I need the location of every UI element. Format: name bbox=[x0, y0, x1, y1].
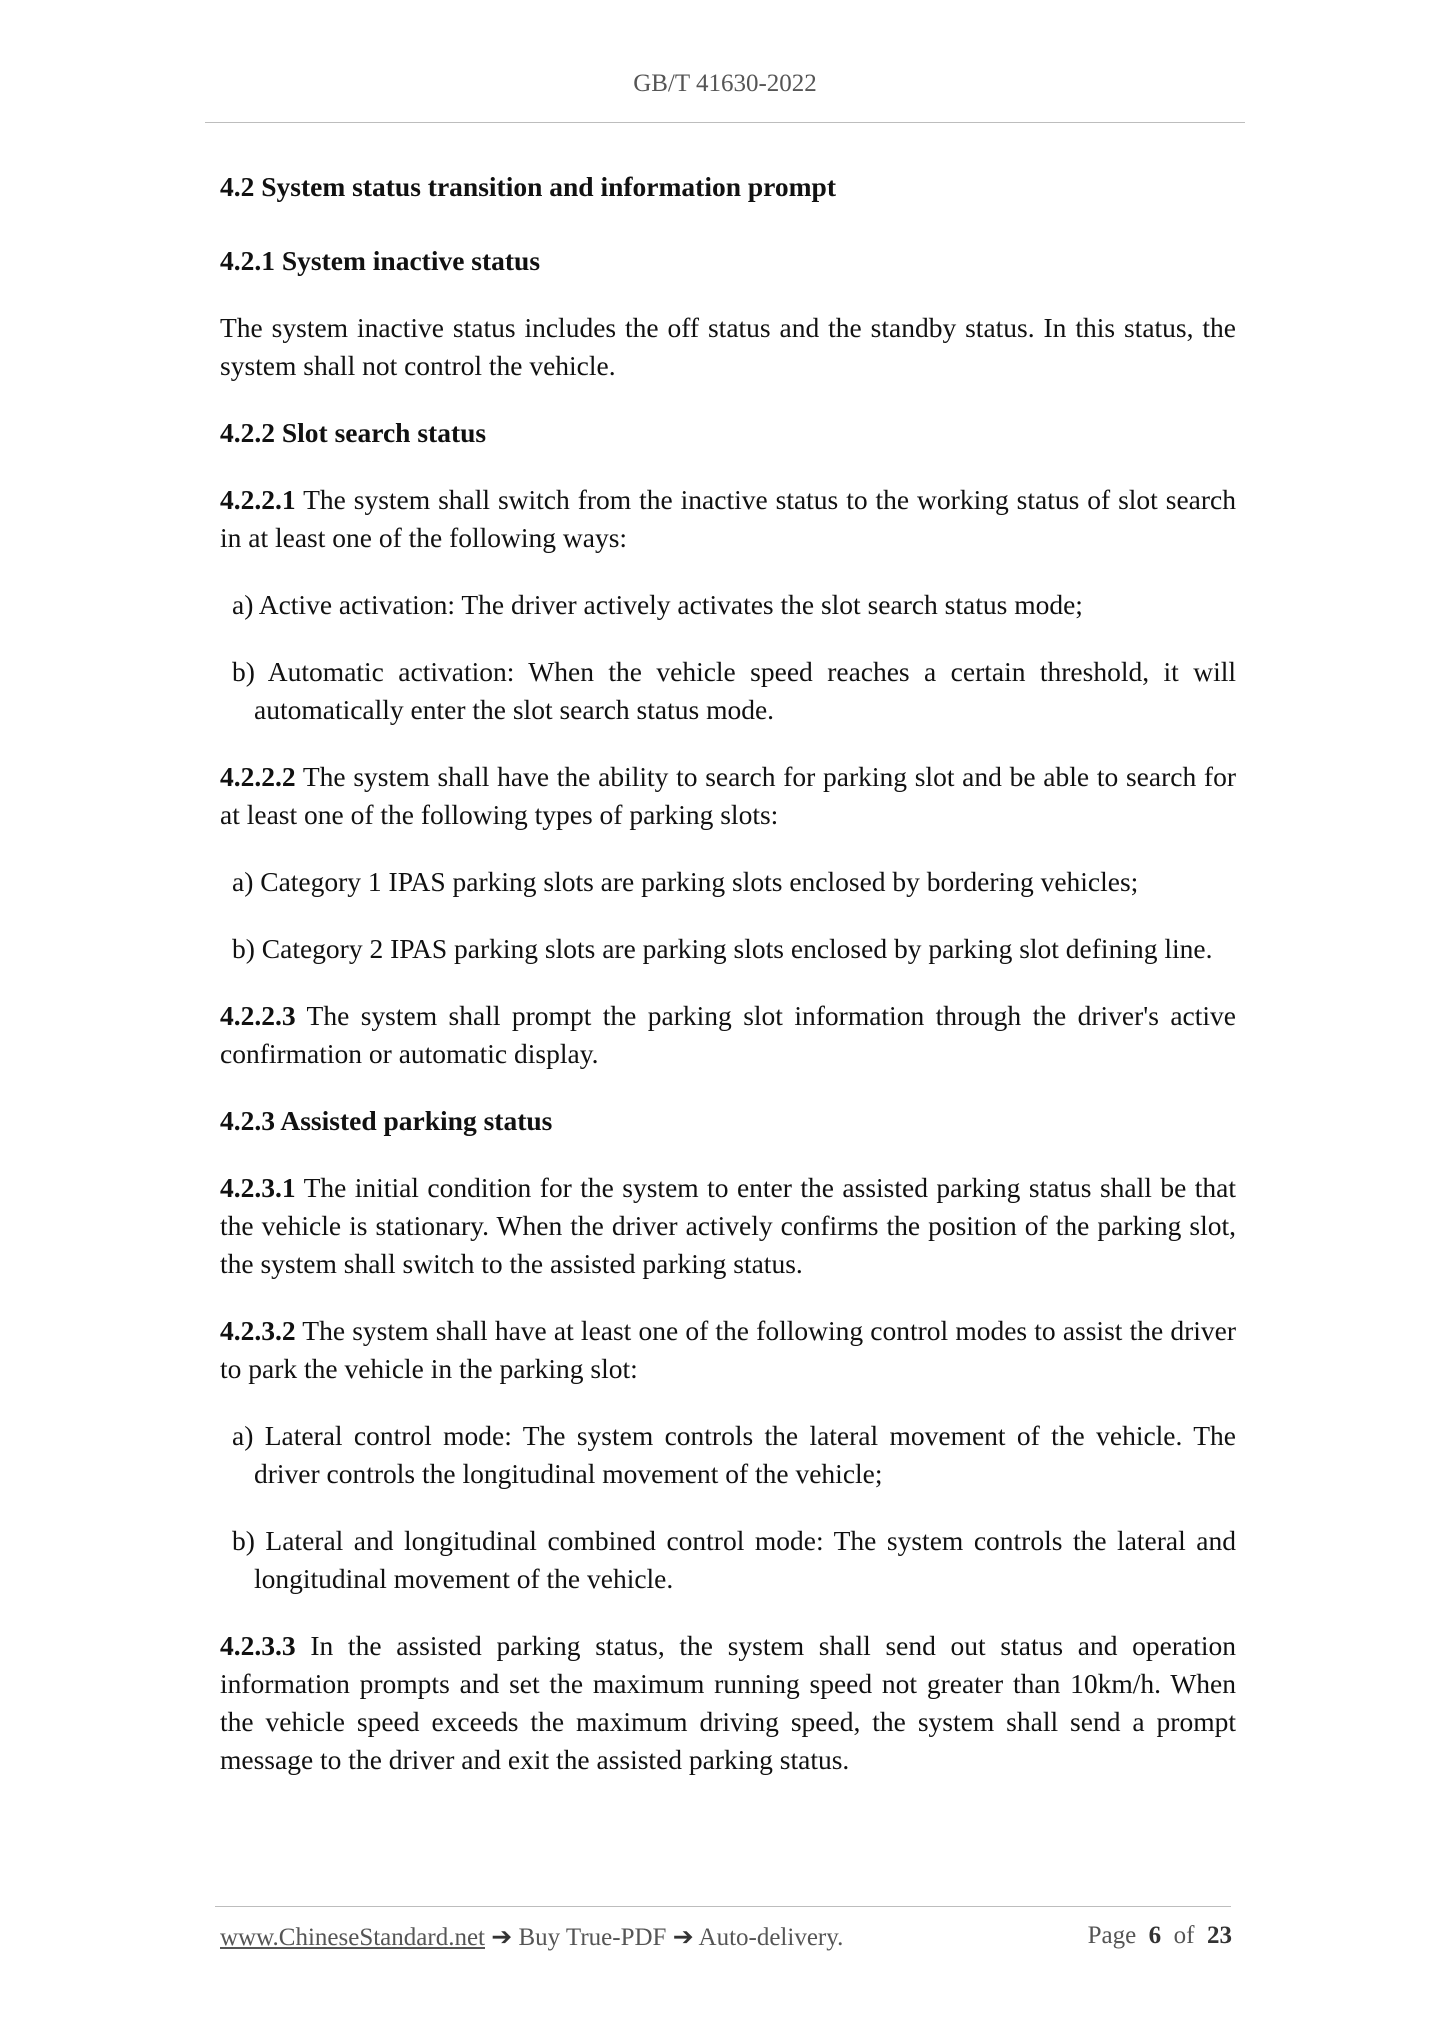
list-item: a) Category 1 IPAS parking slots are parking slots enclosed by bordering vehicles; bbox=[232, 866, 1139, 897]
clause-number: 4.2.3.3 bbox=[220, 1630, 296, 1661]
clause-number: 4.2.3.2 bbox=[220, 1315, 296, 1346]
paragraph-4-2-1: The system inactive status includes the off status and the standby status. In this status, the system shall not control the vehicle. bbox=[220, 312, 1236, 381]
clause-number: 4.2.2.2 bbox=[220, 761, 296, 792]
clause-text: The system shall have the ability to search for parking slot and be able to search for at least one of the following types of parking slots: bbox=[220, 761, 1236, 830]
footer-promo bbox=[220, 1922, 843, 1952]
current-page: 6 bbox=[1148, 1922, 1162, 1949]
list-item: a) Lateral control mode: The system controls the lateral movement of the vehicle. The driver controls the longitudinal movement of the vehicle; bbox=[232, 1420, 1236, 1489]
clause-number: 4.2.2.3 bbox=[220, 1000, 296, 1031]
clause-text: The system shall have at least one of the following control modes to assist the driver to park the vehicle in the parking slot: bbox=[220, 1315, 1236, 1384]
delivery-text: Auto-delivery. bbox=[698, 1924, 844, 1951]
arrow-right-icon: ➔ bbox=[491, 1924, 513, 1951]
document-body bbox=[220, 168, 1236, 1808]
of-label: of bbox=[1173, 1922, 1195, 1949]
page-number bbox=[1088, 1922, 1232, 1950]
subsection-title-4-2-2: 4.2.2 Slot search status bbox=[220, 417, 487, 448]
clause-text: The initial condition for the system to enter the assisted parking status shall be that the vehicle is stationary. When the driver actively confirms the position of the parking slot, the system shall switch to the assisted parking status. bbox=[220, 1172, 1236, 1279]
clause-text: In the assisted parking status, the system shall send out status and operation information prompts and set the maximum running speed not greater than 10km/h. When the vehicle speed exceeds the maximum driving speed, the system shall send a prompt message to the driver and exit the assisted parking status. bbox=[220, 1630, 1236, 1775]
footer-divider bbox=[215, 1906, 1231, 1907]
list-item: b) Lateral and longitudinal combined control mode: The system controls the lateral and longitudinal movement of the vehicle. bbox=[232, 1525, 1236, 1594]
site-link[interactable]: www.ChineseStandard.net bbox=[220, 1924, 485, 1951]
list-item: b) Automatic activation: When the vehicle speed reaches a certain threshold, it will automatically enter the slot search status mode. bbox=[232, 656, 1236, 725]
clause-4-2-2-2 bbox=[220, 758, 1236, 834]
clause-4-2-3-1 bbox=[220, 1169, 1236, 1283]
clause-number: 4.2.2.1 bbox=[220, 484, 296, 515]
clause-number: 4.2.3.1 bbox=[220, 1172, 296, 1203]
page-header: GB/T 41630-2022 bbox=[633, 70, 817, 97]
total-pages: 23 bbox=[1207, 1922, 1232, 1949]
section-title: 4.2 System status transition and information prompt bbox=[220, 171, 836, 202]
clause-text: The system shall prompt the parking slot information through the driver's active confirmation or automatic display. bbox=[220, 1000, 1236, 1069]
clause-text: The system shall switch from the inactive status to the working status of slot search in at least one of the following ways: bbox=[220, 484, 1236, 553]
clause-4-2-2-3 bbox=[220, 997, 1236, 1073]
header-divider bbox=[205, 122, 1245, 123]
list-item: b) Category 2 IPAS parking slots are parking slots enclosed by parking slot defining line. bbox=[232, 933, 1213, 964]
buy-link[interactable]: Buy True-PDF bbox=[518, 1924, 667, 1951]
arrow-right-icon: ➔ bbox=[672, 1924, 694, 1951]
list-item: a) Active activation: The driver actively activates the slot search status mode; bbox=[232, 589, 1083, 620]
clause-4-2-3-3 bbox=[220, 1627, 1236, 1779]
page-label: Page bbox=[1087, 1922, 1137, 1949]
clause-4-2-2-1 bbox=[220, 481, 1236, 557]
subsection-title-4-2-3: 4.2.3 Assisted parking status bbox=[220, 1105, 553, 1136]
subsection-title-4-2-1: 4.2.1 System inactive status bbox=[220, 245, 541, 276]
clause-4-2-3-2 bbox=[220, 1312, 1236, 1388]
